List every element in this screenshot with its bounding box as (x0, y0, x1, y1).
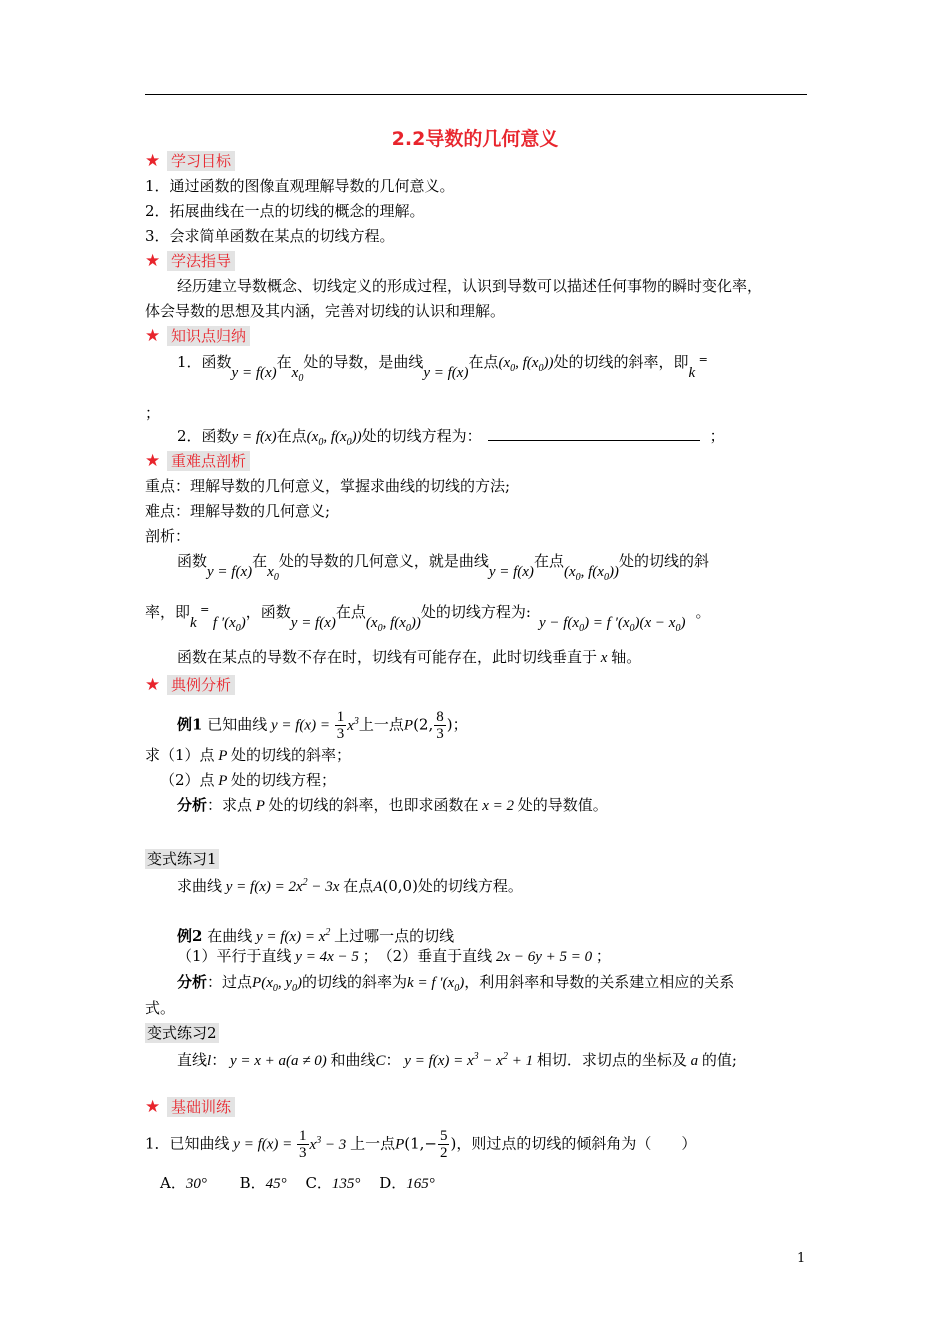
goal-item: 3．会求简单函数在某点的切线方程。 (145, 227, 395, 245)
star-icon: ★ (145, 251, 161, 271)
star-icon: ★ (145, 326, 161, 346)
fraction: $\frac{1}{3}$ (299, 1128, 307, 1161)
option-a[interactable]: A．30° (160, 1174, 207, 1192)
analysis-line-3: 函数在某点的导数不存在时，切线有可能存在，此时切线垂直于 x 轴。 (177, 648, 642, 666)
fraction: $\frac{8}{3}$ (436, 709, 444, 742)
basic-question-1-options (160, 1173, 435, 1194)
header-rule (145, 94, 807, 95)
example-1-analysis: 分析：求点 P 处的切线的斜率，也即求函数在 x = 2 处的导数值。 (177, 796, 608, 814)
section-heading: 知识点归纳 (167, 326, 250, 346)
section-method (145, 251, 235, 271)
knowledge-item-2: 2．函数y = f(x)在点($x_0$, $f(x_0)$)处的切线方程为： ； (177, 427, 725, 448)
goal-item: 1．通过函数的图像直观理解导数的几何意义。 (145, 177, 455, 195)
example-2-analysis: 分析：过点$P(x_0$, $y_0$)的切线的斜率为k = f $'(x_0)$，利用斜率和导数的关系建立相应的关系 (177, 973, 735, 994)
fraction: $\frac{1}{3}$ (336, 709, 345, 742)
option-d[interactable]: D．165° (379, 1174, 435, 1192)
difficulty-text: 难点：理解导数的几何意义; (145, 502, 331, 520)
punctuation: ； (145, 404, 161, 422)
section-heading: 学习目标 (167, 151, 235, 171)
example-2: 例2 在曲线 $y = f(x) = x^2$ 上过哪一点的切线 (177, 927, 455, 945)
goal-item: 2．拓展曲线在一点的切线的概念的理解。 (145, 202, 425, 220)
section-heading: 学法指导 (167, 251, 235, 271)
fraction: $\frac{5}{2}$ (439, 1128, 448, 1161)
example-2-questions: （1）平行于直线 y = 4x − 5 ； （2）垂直于直线 2x − 6y + 5 = 0 ； (177, 947, 611, 965)
focus-text: 重点：理解导数的几何意义，掌握求曲线的切线的方法; (145, 477, 511, 495)
example-2-analysis-cont: 式。 (145, 999, 176, 1017)
answer-blank[interactable] (488, 426, 700, 441)
section-key (145, 451, 250, 471)
analysis-line-1: 函数y = f(x)在$x_0$处的导数的几何意义，就是曲线y = f(x)在点($x_0$, $f(x_0)$)处的切线的斜 (177, 552, 709, 583)
star-icon: ★ (145, 1097, 161, 1117)
method-text: 经历建立导数概念、切线定义的形成过程，认识到导数可以描述任何事物的瞬时变化率， (177, 277, 763, 295)
knowledge-item-1: 1．函数y = f(x)在$x_0$处的导数，是曲线y = f(x)在点($x_0$, $f(x_0)$)处的切线的斜率，即k = (177, 353, 708, 384)
section-basic (145, 1097, 235, 1117)
section-examples (145, 675, 235, 695)
page-title: 2.2导数的几何意义 (391, 128, 559, 150)
variant-1-label: 变式练习1 (147, 850, 217, 868)
section-goals (145, 151, 235, 171)
example-1: 例1 已知曲线 y = f(x) = $\frac{1}{3}$ $x^3$上一点P(2, $\frac{8}{3}$ )； (177, 709, 468, 742)
option-b[interactable]: B．45° (239, 1174, 287, 1192)
page-number: 1 (797, 1251, 806, 1266)
basic-question-1: 1．已知曲线 y = f(x) = $\frac{1}{3}$ $x^3 - 3$ 上一点P(1,− $\frac{5}{2}$ )，则过点的切线的倾斜角为（ ） (145, 1128, 697, 1161)
section-heading: 重难点剖析 (167, 451, 250, 471)
star-icon: ★ (145, 151, 161, 171)
option-c[interactable]: C．135° (305, 1174, 361, 1192)
example-1-q1: 求（1）点 P 处的切线的斜率； (145, 746, 351, 764)
analysis-label: 剖析： (145, 527, 191, 545)
section-knowledge (145, 326, 250, 346)
variant-2-label: 变式练习2 (147, 1024, 217, 1042)
section-heading: 基础训练 (167, 1097, 235, 1117)
star-icon: ★ (145, 675, 161, 695)
star-icon: ★ (145, 451, 161, 471)
method-text: 体会导数的思想及其内涵，完善对切线的认识和理解。 (145, 302, 506, 320)
variant-1-text: 求曲线 $y = f(x) = 2x^2 - 3x$ 在点A(0,0)处的切线方程。 (177, 877, 523, 895)
variant-2-text: 直线l： y = x + a(a ≠ 0) 和曲线C： $y = f(x) = x^3 - x^2 + 1$ 相切．求切点的坐标及 a 的值; (177, 1051, 737, 1069)
section-heading: 典例分析 (167, 675, 235, 695)
example-1-q2: （2）点 P 处的切线方程； (160, 771, 336, 789)
analysis-line-2: 率，即k = f $'(x_0)$，函数y = f(x)在点($x_0$, $f(x_0)$)处的切线方程为:y − $f(x_0) = f$ $'(x_0)(x - x_0)$。 (145, 603, 711, 634)
